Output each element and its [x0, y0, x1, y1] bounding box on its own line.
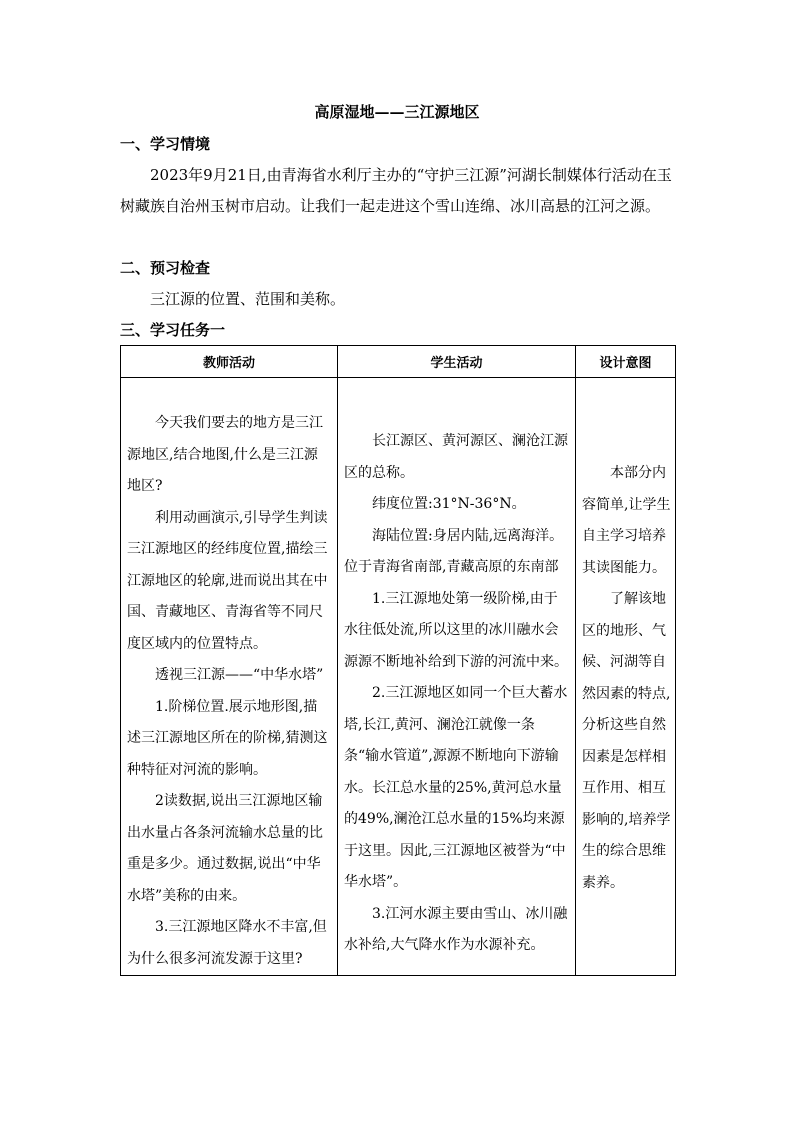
- header-teacher-activity: 教师活动: [121, 346, 338, 378]
- situation-paragraph: [120, 160, 676, 222]
- preview-paragraph: [120, 284, 676, 315]
- student-paragraph: 海陆位置:身居内陆,远离海洋。位于青海省南部,青藏高原的东南部: [344, 527, 564, 575]
- design-intent-cell: [576, 378, 676, 976]
- preview-text: 三江源的位置、范围和美称。: [150, 290, 346, 308]
- table-row: [121, 378, 676, 976]
- student-paragraph: 纬度位置:31°N-36°N。: [372, 496, 526, 512]
- document-title: 高原湿地——三江源地区: [314, 103, 480, 121]
- table-header-row: [121, 346, 676, 378]
- learning-task-table: [120, 345, 676, 976]
- header-student-activity: 学生活动: [338, 346, 576, 378]
- heading-learning-task-1: 三、学习任务一: [120, 321, 226, 339]
- student-paragraph: 长江源区、黄河源区、澜沧江源区的总称。: [344, 433, 568, 481]
- student-activity-cell: [338, 378, 576, 976]
- teacher-paragraph: 利用动画演示,引导学生判读三江源地区的经纬度位置,描绘三江源地区的轮廓,进而说出其在中国、青藏地区、青海省等不同尺度区域内的位置特点。: [127, 509, 328, 652]
- header-design-intent: 设计意图: [576, 346, 676, 378]
- situation-text: 2023年9月21日,由青海省水利厅主办的“守护三江源”河湖长制媒体行活动在玉树藏族自治州玉树市启动。让我们一起走进这个雪山连绵、冰川高悬的江河之源。: [120, 166, 672, 215]
- student-paragraph: 3.江河水源主要由雪山、冰川融水补给,大气降水作为水源补充。: [344, 905, 568, 953]
- teacher-paragraph: 1.阶梯位置.展示地形图,描述三江源地区所在的阶梯,猜测这种特征对河流的影响。: [127, 698, 328, 778]
- student-paragraph: 1.三江源地处第一级阶梯,由于水往低处流,所以这里的冰川融水会源源不断地补给到下游的河流中来。: [344, 590, 568, 670]
- teacher-paragraph: 今天我们要去的地方是三江源地区,结合地图,什么是三江源地区?: [127, 415, 323, 494]
- heading-preview-check: 二、预习检查: [120, 259, 211, 277]
- heading-learning-situation: 一、学习情境: [120, 135, 211, 153]
- intent-paragraph: 了解该地区的地形、气候、河湖等自然因素的特点,分析这些自然因素是怎样相互作用、相互影响的,培养学生的综合思维素养。: [582, 591, 671, 891]
- teacher-paragraph: 透视三江源——“中华水塔”: [155, 667, 324, 683]
- intent-paragraph: 本部分内容简单,让学生自主学习培养其读图能力。: [582, 465, 671, 576]
- teacher-paragraph: 3.三江源地区降水不丰富,但为什么很多河流发源于这里?: [127, 919, 327, 967]
- teacher-activity-cell: [121, 378, 338, 976]
- teacher-paragraph: 2读数据,说出三江源地区输出水量占各条河流输水总量的比重是多少。通过数据,说出“中华水塔”美称的由来。: [127, 793, 323, 904]
- student-paragraph: 2.三江源地区如同一个巨大蓄水塔,长江,黄河、澜沧江就像一条条“输水管道”,源源不断地向下游输水。长江总水量的25%,黄河总水量的49%,澜沧江总水量的15%均来源于这里。因此,三江源地区被誉为“中华水塔”。: [344, 685, 568, 890]
